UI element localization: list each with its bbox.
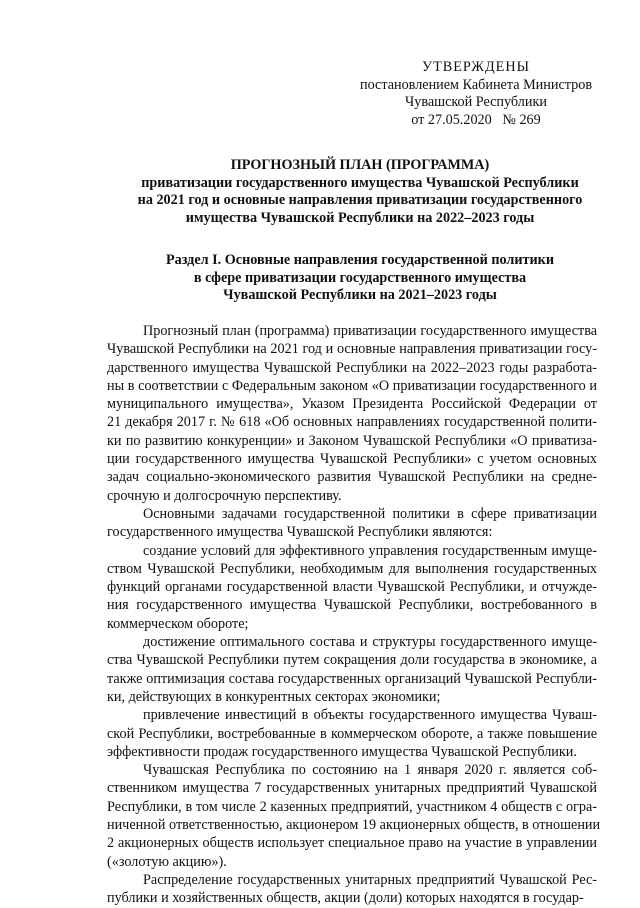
paragraph-line: («золотую акцию»).: [107, 853, 227, 870]
paragraph-line: коммерческом обороте;: [107, 615, 249, 632]
paragraph: [107, 633, 597, 706]
paragraph: [107, 761, 601, 871]
paragraph: [107, 706, 597, 761]
paragraph-line: Республики, в том числе 2 казенных предприятий, участником 4 обществ с огра-: [107, 798, 597, 815]
paragraph-line: Прогнозный план (программа) приватизации государственного имущества: [143, 323, 597, 339]
approval-line: Чувашской Республики: [405, 94, 547, 110]
paragraph-line: ственником имущества 7 государственных унитарных предприятий Чувашской: [107, 780, 597, 797]
paragraph-line: ции государственного имущества Чувашской Республики» с учетом основных: [107, 451, 597, 468]
paragraph-line: также оптимизация состава государственных организаций Чувашской Республи-: [107, 670, 597, 687]
section-heading: [90, 252, 630, 305]
paragraph-line: ки по развитию конкуренции» и Законом Чувашской Республики «О приватиза-: [107, 432, 597, 449]
paragraph-line: дарственного имущества Чувашской Республики на 2022–2023 годы разработа-: [107, 359, 597, 376]
title-line: имущества Чувашской Республики на 2022–2023 годы: [185, 209, 535, 226]
paragraph-line: эффективности продаж государственного имущества Чувашской Республики.: [107, 743, 577, 760]
section-heading-line: Чувашской Республики на 2021–2023 годы: [223, 287, 497, 304]
paragraph-line: ства Чувашской Республики путем сокращения доли государства в экономике, а: [107, 652, 597, 669]
paragraph-line: Чувашской Республики на 2021 год и основные направления приватизации госу-: [107, 341, 597, 358]
approval-date-number: от 27.05.2020 № 269: [411, 111, 541, 128]
paragraph: [107, 505, 597, 542]
paragraph-line: срочную и долгосрочную перспективу.: [107, 487, 342, 504]
paragraph: [107, 322, 597, 505]
approval-line: постановлением Кабинета Министров: [359, 76, 593, 93]
paragraph-line: привлечение инвестиций в объекты государственного имущества Чуваш-: [143, 707, 597, 724]
paragraph-line: ны в соответствии с Федеральным законом «О приватизации государственного и: [107, 377, 597, 394]
paragraph-line: Основными задачами государственной политики в сфере приватизации: [143, 505, 597, 522]
paragraph-line: муниципального имущества», Указом Президента Российской Федерации от: [107, 396, 597, 413]
paragraph-line: 2 акционерных обществ использует специальное право на участие в управлении: [107, 835, 597, 852]
title-line: приватизации государственного имущества Чувашской Республики: [141, 174, 579, 191]
approval-block: [356, 59, 596, 129]
paragraph-line: достижение оптимального состава и структуры государственного имуще-: [143, 634, 597, 651]
title-line: ПРОГНОЗНЫЙ ПЛАН (ПРОГРАММА): [230, 157, 490, 173]
paragraph-line: государственного имущества Чувашской Республики являются:: [107, 524, 493, 541]
paragraph-line: Распределение государственных унитарных предприятий Чувашской Рес-: [143, 871, 597, 888]
paragraph-line: ством Чувашской Республики, необходимым для выполнения государственных: [107, 560, 597, 577]
paragraph-line: ния государственного имущества Чувашской Республики, востребованного в: [107, 597, 597, 614]
approval-heading: УТВЕРЖДЕНЫ: [422, 59, 530, 75]
paragraph-line: задач социально-экономического развития Чувашской Республики на средне-: [107, 469, 597, 486]
paragraph-line: ниченной ответственностью, акционером 19 акционерных обществ, в отношении: [107, 817, 601, 834]
title-line: на 2021 год и основные направления приватизации государственного: [137, 192, 583, 209]
body-text: [107, 322, 601, 908]
paragraph-line: функций органами государственной власти Чувашской Республики, и отчужде-: [107, 579, 597, 596]
document-title: [90, 157, 630, 227]
paragraph-line: публики и хозяйственных обществ, акции (доли) которых находятся в государ-: [107, 890, 584, 907]
paragraph-line: создание условий для эффективного управления государственным имуще-: [143, 542, 597, 559]
paragraph-line: ки, действующих в конкурентных секторах экономики;: [107, 688, 441, 705]
section-heading-line: в сфере приватизации государственного имущества: [193, 269, 527, 286]
paragraph: [107, 871, 597, 908]
paragraph-line: Чувашская Республика по состоянию на 1 января 2020 г. является соб-: [143, 762, 597, 779]
paragraph: [107, 542, 597, 633]
paragraph-line: 21 декабря 2017 г. № 618 «Об основных направлениях государственной полити-: [107, 414, 597, 431]
paragraph-line: ской Республики, востребованные в коммерческом обороте, а также повышение: [107, 725, 597, 742]
section-heading-line: Раздел I. Основные направления государственной политики: [165, 252, 555, 268]
